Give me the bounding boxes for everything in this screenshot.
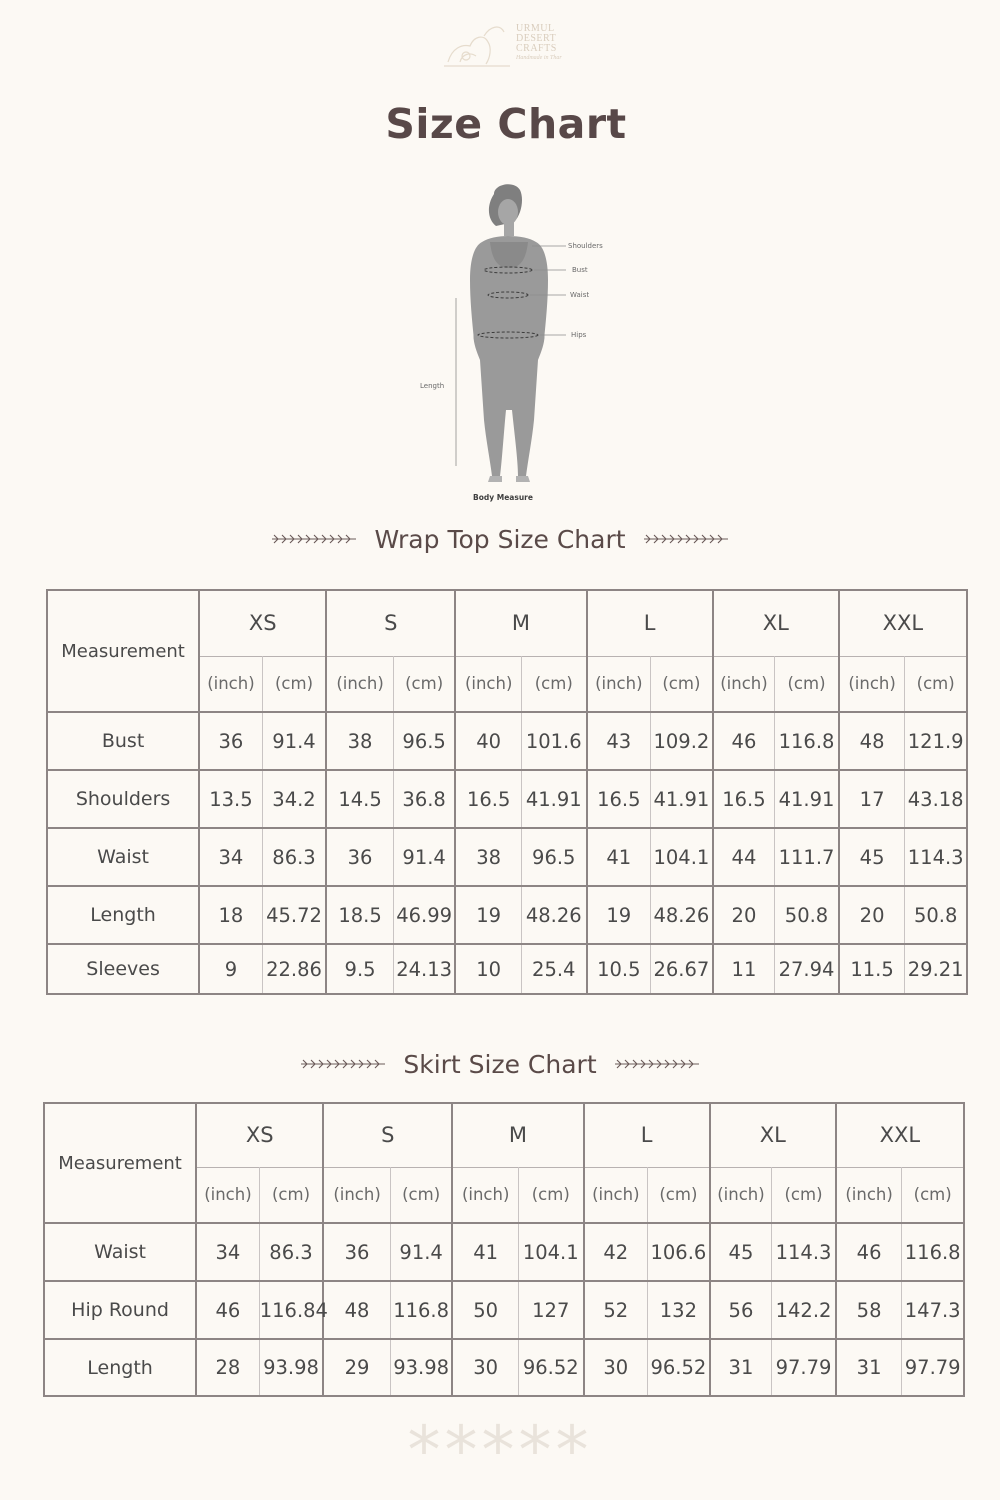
table-cell: 34.2 [262,770,326,828]
table-cell: 43 [587,712,651,770]
table-row [44,1281,964,1339]
table-cell: 41.91 [651,770,713,828]
table-cell: 34 [196,1223,259,1281]
table-cell: 14.5 [326,770,393,828]
table-cell: 86.3 [259,1223,323,1281]
table-cell: 91.4 [393,828,455,886]
table-cell: 42 [584,1223,648,1281]
table-cell: 52 [584,1281,648,1339]
table-cell: 45.72 [262,886,326,944]
camel-logo-icon [440,18,520,76]
unit-header-inch: (inch) [839,656,905,712]
table-row [47,828,967,886]
table-cell: 116.84 [259,1281,323,1339]
brand-name [516,24,586,62]
table-row [47,770,967,828]
table-cell: 91.4 [262,712,326,770]
unit-header-inch: (inch) [836,1167,902,1223]
table-cell: 104.1 [518,1223,583,1281]
size-header-xs: XS [196,1103,323,1167]
table-cell: 109.2 [651,712,713,770]
row-label: Bust [47,712,199,770]
table-cell: 10.5 [587,944,651,994]
table-cell: 96.52 [648,1339,710,1396]
unit-header-cm: (cm) [393,656,455,712]
table-cell: 114.3 [772,1223,836,1281]
unit-header-cm: (cm) [390,1167,452,1223]
arrow-ornament-right-icon [642,532,730,546]
row-label: Waist [44,1223,196,1281]
table-cell: 11 [713,944,775,994]
unit-header-inch: (inch) [199,656,262,712]
body-measure-figure [410,180,630,510]
label-shoulders: Shoulders [568,242,603,250]
unit-header-inch: (inch) [452,1167,518,1223]
table-cell: 41.91 [775,770,839,828]
table-row [47,886,967,944]
table-cell: 36 [199,712,262,770]
measurement-header: Measurement [44,1103,196,1223]
unit-header-cm: (cm) [902,1167,964,1223]
size-header-m: M [455,590,586,656]
brand-line-2: DESERT [516,33,557,44]
skirt-heading-text: Skirt Size Chart [403,1049,597,1079]
measurement-header: Measurement [47,590,199,712]
unit-header-cm: (cm) [775,656,839,712]
table-cell: 45 [710,1223,772,1281]
table-cell: 96.52 [518,1339,583,1396]
unit-header-cm: (cm) [651,656,713,712]
table-cell: 101.6 [521,712,586,770]
unit-header-inch: (inch) [196,1167,259,1223]
table-cell: 36.8 [393,770,455,828]
row-label: Length [44,1339,196,1396]
wrap-top-size-table [46,589,968,995]
brand-line-3: CRAFTS [516,43,557,54]
table-cell: 116.8 [902,1223,964,1281]
table-cell: 30 [584,1339,648,1396]
table-cell: 41 [587,828,651,886]
unit-header-inch: (inch) [713,656,775,712]
table-cell: 48.26 [521,886,586,944]
page-title: Size Chart [385,100,627,148]
table-row [44,1339,964,1396]
unit-header-cm: (cm) [521,656,586,712]
table-cell: 38 [326,712,393,770]
size-header-xl: XL [713,590,839,656]
unit-header-inch: (inch) [584,1167,648,1223]
skirt-heading [0,1044,1000,1084]
table-cell: 24.13 [393,944,455,994]
table-cell: 40 [455,712,521,770]
row-label: Length [47,886,199,944]
table-cell: 36 [326,828,393,886]
table-cell: 20 [713,886,775,944]
table-cell: 97.79 [772,1339,836,1396]
size-header-xl: XL [710,1103,836,1167]
table-cell: 46 [196,1281,259,1339]
table-cell: 34 [199,828,262,886]
table-cell: 104.1 [651,828,713,886]
table-cell: 20 [839,886,905,944]
unit-header-inch: (inch) [455,656,521,712]
table-cell: 116.8 [390,1281,452,1339]
table-cell: 19 [455,886,521,944]
size-header-xs: XS [199,590,326,656]
table-cell: 43.18 [905,770,967,828]
table-row [44,1223,964,1281]
table-cell: 27.94 [775,944,839,994]
table-cell: 31 [710,1339,772,1396]
table-cell: 97.79 [904,1356,961,1379]
row-label: Waist [47,828,199,886]
unit-header-inch: (inch) [323,1167,390,1223]
table-cell: 93.98 [259,1339,323,1396]
skirt-size-table [43,1102,965,1397]
size-header-row [47,590,967,656]
label-length: Length [420,382,445,390]
size-header-row [44,1103,964,1167]
table-cell: 41 [452,1223,518,1281]
table-cell: 56 [710,1281,772,1339]
table-cell: 46 [713,712,775,770]
table-cell: 16.5 [455,770,521,828]
table-cell: 91.4 [390,1223,452,1281]
table-cell: 30 [452,1339,518,1396]
table-cell: 9.5 [326,944,393,994]
table-cell: 38 [455,828,521,886]
table-cell: 16.5 [713,770,775,828]
table-cell: 11.5 [839,944,905,994]
table-cell: 10 [455,944,521,994]
table-cell: 22.86 [262,944,326,994]
unit-header-inch: (inch) [326,656,393,712]
row-label: Shoulders [47,770,199,828]
size-header-m: M [452,1103,583,1167]
arrow-ornament-left-icon [299,1057,387,1071]
table-cell: 121.9 [905,712,967,770]
size-header-s: S [326,590,455,656]
table-cell: 45 [839,828,905,886]
table-cell: 48 [323,1281,390,1339]
table-cell: 41.91 [521,770,586,828]
table-cell: 16.5 [587,770,651,828]
wrap-top-heading [0,519,1000,559]
table-cell: 28 [196,1339,259,1396]
size-header-s: S [323,1103,452,1167]
table-cell: 9 [199,944,262,994]
figure-caption: Body Measure [473,493,533,502]
table-cell: 50 [452,1281,518,1339]
unit-header-inch: (inch) [587,656,651,712]
label-waist: Waist [570,291,590,299]
table-cell: 116.8 [775,712,839,770]
brand-line-1: URMUL [516,23,555,34]
wrap-top-heading-text: Wrap Top Size Chart [374,524,626,554]
table-cell: 96.5 [393,712,455,770]
table-cell: 114.3 [905,828,967,886]
table-cell: 36 [323,1223,390,1281]
table-cell: 86.3 [262,828,326,886]
table-cell: 93.98 [390,1339,452,1396]
table-cell: 142.2 [772,1281,836,1339]
table-cell: 18.5 [326,886,393,944]
unit-header-cm: (cm) [518,1167,583,1223]
size-header-xxl: XXL [879,1123,921,1148]
unit-header-cm: (cm) [259,1167,323,1223]
unit-header-inch: (inch) [710,1167,772,1223]
unit-header-cm: (cm) [262,656,326,712]
table-cell: 147.3 [902,1281,964,1339]
table-cell: 17 [839,770,905,828]
table-cell: 25.4 [521,944,586,994]
table-cell: 50.8 [905,886,967,944]
row-label: Hip Round [44,1281,196,1339]
table-row [47,944,967,994]
label-bust: Bust [572,266,588,274]
table-cell: 48 [839,712,905,770]
label-hips: Hips [571,331,587,339]
table-cell: 111.7 [775,828,839,886]
table-cell: 48.26 [651,886,713,944]
size-header-xxl: XXL [882,611,924,636]
unit-header-cm: (cm) [772,1167,836,1223]
table-cell: 19 [587,886,651,944]
table-cell: 29.21 [907,957,964,981]
table-cell: 46.99 [393,886,455,944]
unit-header-cm: (cm) [905,656,967,712]
table-cell: 58 [836,1281,902,1339]
table-cell: 18 [199,886,262,944]
brand-tagline: Handmade in Thar [516,55,562,61]
table-cell: 31 [836,1339,902,1396]
table-cell: 44 [713,828,775,886]
arrow-ornament-right-icon [613,1057,701,1071]
row-label: Sleeves [47,944,199,994]
table-cell: 106.6 [648,1223,710,1281]
table-cell: 50.8 [775,886,839,944]
table-cell: 132 [648,1281,710,1339]
table-cell: 29 [323,1339,390,1396]
footer-stars-decoration: ***** [407,1412,593,1489]
arrow-ornament-left-icon [270,532,358,546]
table-cell: 127 [518,1281,583,1339]
table-cell: 96.5 [521,828,586,886]
size-header-l: L [584,1103,710,1167]
table-cell: 26.67 [651,944,713,994]
table-cell: 46 [836,1223,902,1281]
table-cell: 13.5 [199,770,262,828]
size-header-l: L [587,590,713,656]
table-row [47,712,967,770]
unit-header-cm: (cm) [648,1167,710,1223]
